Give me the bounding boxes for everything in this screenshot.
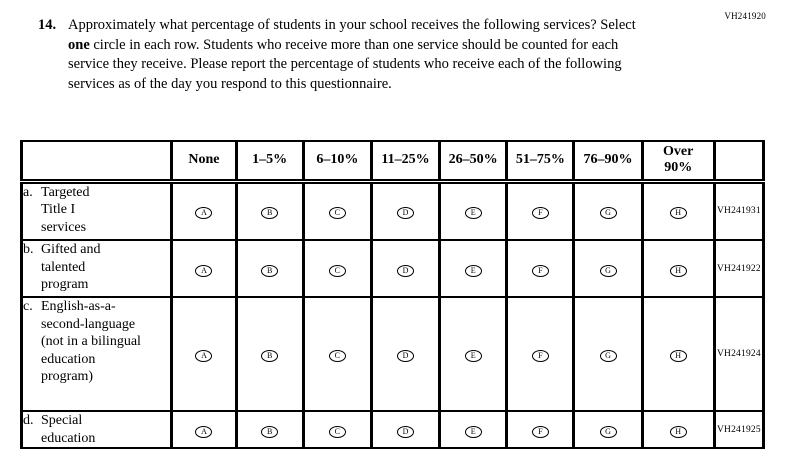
answer-circle-f[interactable]: F <box>532 426 549 438</box>
answer-circle-a[interactable]: A <box>195 350 212 362</box>
answer-circle-g[interactable]: G <box>600 265 617 277</box>
option-cell <box>236 240 303 297</box>
row-prefix: a. <box>23 184 33 200</box>
answer-circle-a[interactable]: A <box>195 207 212 219</box>
answer-circle-h[interactable]: H <box>670 207 687 219</box>
row-label <box>22 411 172 448</box>
column-header-6-10: 6–10% <box>303 141 371 181</box>
answer-circle-b[interactable]: B <box>261 350 278 362</box>
option-cell <box>172 240 236 297</box>
answer-circle-b[interactable]: B <box>261 426 278 438</box>
option-cell <box>642 240 714 297</box>
option-cell <box>642 181 714 240</box>
option-cell <box>371 411 439 448</box>
column-header-11-25: 11–25% <box>371 141 439 181</box>
answer-circle-d[interactable]: D <box>397 207 414 219</box>
option-cell <box>440 181 507 240</box>
row-accession-code: VH241922 <box>714 240 763 297</box>
answer-circle-a[interactable]: A <box>195 265 212 277</box>
question-number: 14. <box>38 17 57 33</box>
answer-circle-f[interactable]: F <box>532 207 549 219</box>
row-label-text: Targeted Title I services <box>41 184 90 235</box>
option-cell <box>574 411 642 448</box>
option-cell <box>574 297 642 411</box>
answer-circle-b[interactable]: B <box>261 265 278 277</box>
table-row-targeted-title-i <box>22 181 764 240</box>
answer-circle-c[interactable]: C <box>329 350 346 362</box>
option-cell <box>507 240 574 297</box>
answer-circle-h[interactable]: H <box>670 426 687 438</box>
row-label-text: Gifted and talented program <box>41 242 101 292</box>
row-accession-code: VH241924 <box>714 297 763 411</box>
answer-circle-h[interactable]: H <box>670 265 687 277</box>
column-header-over-90-label: Over 90% <box>663 144 694 176</box>
answer-circle-c[interactable]: C <box>329 207 346 219</box>
option-cell <box>440 297 507 411</box>
answer-circle-h[interactable]: H <box>670 350 687 362</box>
table-row-esl <box>22 297 764 411</box>
option-cell <box>440 411 507 448</box>
question-text-part2: circle in each row. Students who receive more than one service should be counted for each service they receive. Please report the percentage of students who receive each of the following services as of the day you respond to this questionnaire. <box>68 36 622 92</box>
row-accession-code: VH241925 <box>714 411 763 448</box>
answer-circle-c[interactable]: C <box>329 265 346 277</box>
answer-circle-f[interactable]: F <box>532 265 549 277</box>
answer-circle-d[interactable]: D <box>397 350 414 362</box>
option-cell <box>507 181 574 240</box>
answer-circle-g[interactable]: G <box>600 426 617 438</box>
option-cell <box>371 297 439 411</box>
question-text-bold: one <box>68 36 90 53</box>
answer-circle-f[interactable]: F <box>532 350 549 362</box>
row-prefix: c. <box>23 299 33 314</box>
row-label-header <box>22 141 172 181</box>
option-cell <box>303 181 371 240</box>
code-column-header <box>714 141 763 181</box>
option-cell <box>642 411 714 448</box>
row-label-text: Special education <box>41 413 96 446</box>
row-label-text: English-as-a-second-language (not in a bilingual education program) <box>41 299 141 384</box>
table-row-special-education <box>22 411 764 448</box>
question-block <box>38 16 652 94</box>
services-response-table <box>20 140 765 449</box>
answer-circle-a[interactable]: A <box>195 426 212 438</box>
page-accession-code: VH241920 <box>724 11 766 21</box>
option-cell <box>371 240 439 297</box>
row-label <box>22 240 172 297</box>
question-text-part1: Approximately what percentage of students in your school receives the following services? Select <box>68 17 636 33</box>
option-cell <box>236 181 303 240</box>
answer-circle-b[interactable]: B <box>261 207 278 219</box>
option-cell <box>440 240 507 297</box>
row-label <box>22 297 172 411</box>
option-cell <box>507 411 574 448</box>
answer-circle-e[interactable]: E <box>465 350 482 362</box>
option-cell <box>172 411 236 448</box>
option-cell <box>303 297 371 411</box>
column-header-76-90: 76–90% <box>574 141 642 181</box>
option-cell <box>303 411 371 448</box>
option-cell <box>642 297 714 411</box>
option-cell <box>371 181 439 240</box>
column-header-26-50: 26–50% <box>440 141 507 181</box>
column-header-1-5: 1–5% <box>236 141 303 181</box>
row-accession-code: VH241931 <box>714 181 763 240</box>
table-row-gifted-talented <box>22 240 764 297</box>
option-cell <box>236 297 303 411</box>
option-cell <box>507 297 574 411</box>
option-cell <box>574 240 642 297</box>
answer-circle-e[interactable]: E <box>465 426 482 438</box>
header-row <box>22 141 764 181</box>
column-header-51-75: 51–75% <box>507 141 574 181</box>
row-prefix: d. <box>23 413 34 428</box>
answer-circle-g[interactable]: G <box>600 350 617 362</box>
answer-circle-e[interactable]: E <box>465 265 482 277</box>
answer-circle-g[interactable]: G <box>600 207 617 219</box>
column-header-over-90 <box>642 141 714 181</box>
answer-circle-d[interactable]: D <box>397 426 414 438</box>
option-cell <box>236 411 303 448</box>
answer-circle-d[interactable]: D <box>397 265 414 277</box>
answer-circle-c[interactable]: C <box>329 426 346 438</box>
option-cell <box>303 240 371 297</box>
column-header-none: None <box>172 141 236 181</box>
row-label <box>22 181 172 240</box>
option-cell <box>172 297 236 411</box>
row-prefix: b. <box>23 242 34 257</box>
answer-circle-e[interactable]: E <box>465 207 482 219</box>
question-text <box>68 16 652 94</box>
option-cell <box>172 181 236 240</box>
option-cell <box>574 181 642 240</box>
